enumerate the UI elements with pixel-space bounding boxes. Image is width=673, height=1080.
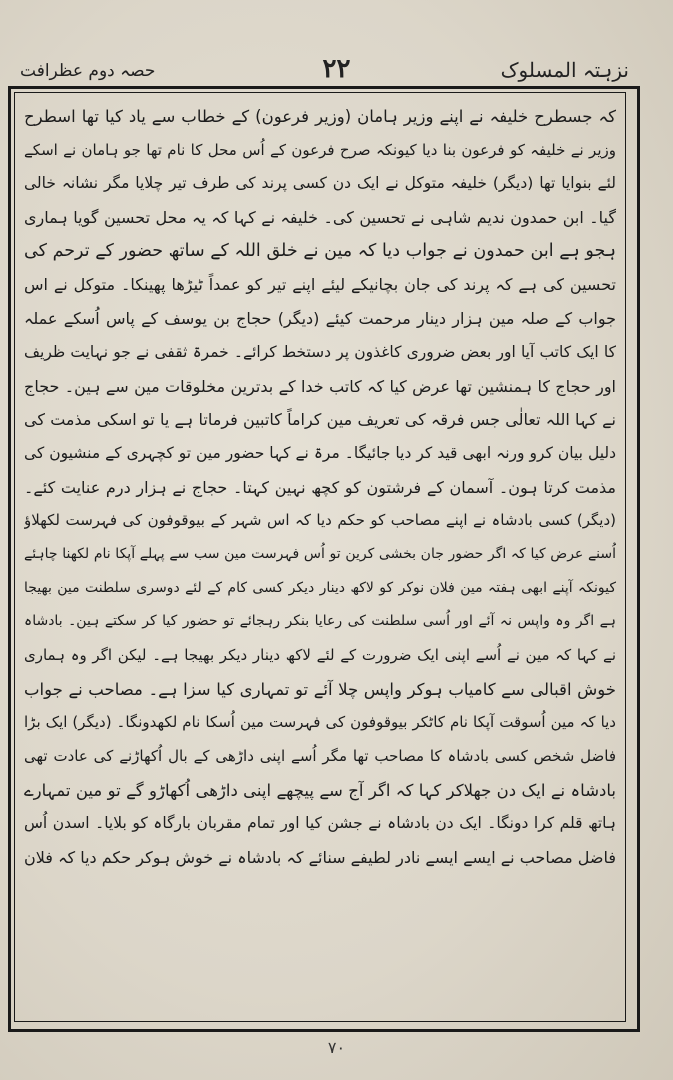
text-line: لئے بنوایا تھا (دیگر) خلیفہ متوکل نے ایک دن کسی پرند کی طرف تیر چلایا مگر نشانہ خالی — [24, 174, 616, 193]
text-line: بادشاہ نے ایک دن جھلاکر کہا کہ اگر آج سے پیچھے اپنی داڑھی اُکھاڑو گے تو مین تمہارے — [24, 780, 616, 800]
text-line: جواب کے صلہ مین ہزار دینار مرحمت کیئے (دیگر) حجاج بن یوسف کے پاس اُسکے عملہ — [24, 309, 616, 329]
text-line: مذمت کرتا ہون۔ آسمان کے فرشتون کو کچھ نہین کہتا۔ حجاج نے ہزار درم عنایت کئے۔ — [24, 477, 616, 497]
text-line: اُسنے عرض کیا کہ اگر حضور جان بخشی کرین تو اُس فہرست مین سب سے پہلے آپکا نام لکھنا چاہئے — [24, 545, 616, 562]
text-line: (دیگر) کسی بادشاہ نے اپنے مصاحب کو حکم دیا کہ اس شہر کے بیوقوفون کی فہرست لکھلاؤ — [24, 511, 616, 530]
page-footer — [0, 1038, 673, 1057]
body-text — [24, 100, 616, 1012]
text-line: نے کہا کہ مین نے اُسے اپنی ایک ضرورت کے لئے لاکھ دینار دیکر بھیجا ہے۔ لیکن اگر وہ ہماری — [24, 646, 616, 664]
text-line: کہ جسطرح خلیفہ نے اپنے وزیر ہامان (وزیر فرعون) کے خطاب سے یاد کیا تھا اسطرح — [24, 107, 616, 126]
text-line: نے کہا اللہ تعالٰی جس فرقہ کی تعریف مین کراماً کاتبین فرماتا ہے یا تو اسکی مذمت کی — [24, 410, 616, 430]
page-number: ۲۲ — [322, 54, 351, 84]
text-line: فاضل شخص کسی بادشاہ کا مصاحب تھا مگر اُسے اپنی داڑھی کے بال اُکھاڑنے کی عادت تھی — [24, 747, 616, 766]
text-line: دیا کہ مین اُسوقت آپکا نام کاٹکر بیوقوفون کی فہرست مین اُسکا نام لکھدونگا۔ (دیگر) ایک بڑا — [24, 713, 616, 732]
text-line: کیونکہ آپنے ابھی ہفتہ مین فلان نوکر کو لاکھ دینار دیکر کسی کام کے لئے دوسری سلطنت مین بھیجا — [24, 579, 616, 596]
page-header — [14, 54, 659, 88]
text-line: دلیل بیان کرو ورنہ ابھی قید کر دیا جائیگا۔ مرۃ نے کہا حضور مین تو کچہری کے منشیون کی — [24, 443, 616, 462]
text-line: فاضل مصاحب نے ایسے ایسے نادر لطیفے سنائے کہ بادشاہ نے خوش ہوکر حکم دیا کہ فلان — [24, 848, 616, 868]
text-line: گیا۔ ابن حمدون ندیم شاہی نے تحسین کی۔ خلیفہ نے کہا کہ یہ محل تحسین گویا ہماری — [24, 208, 616, 228]
text-line: ہے اگر وہ واپس نہ آئے اور اُسی سلطنت کی رعایا بنکر رہجائے تو حضور کیا کر سکتے ہین۔ بادشاہ — [24, 613, 616, 630]
text-line: ہجو ہے ابن حمدون نے جواب دیا کہ مین نے خلق اللہ کے ساتھ حضور کے ترحم کی — [24, 240, 616, 261]
text-line: ہاتھ قلم کرا دونگا۔ ایک دن بادشاہ نے جشن کیا اور تمام مقربان بارگاہ کو بلایا۔ اسدن اُس — [24, 814, 616, 833]
book-title: نزہتہ المسلوک — [500, 58, 629, 82]
text-line: تحسین کی ہے کہ پرند کی جان بچانیکے لیئے اپنے تیر کو عمداً ٹیڑھا پھینکا۔ متوکل نے اس — [24, 275, 616, 295]
text-line: وزیر نے خلیفہ کو فرعون بنا دیا کیونکہ صرح فرعون کے اُس محل کا نام تھا جو ہامان نے اسکے — [24, 140, 616, 159]
signature-mark: ۷۰ — [327, 1038, 346, 1057]
text-line: خوش اقبالی سے کامیاب ہوکر واپس چلا آئے تو تمہاری کیا سزا ہے۔ مصاحب نے جواب — [24, 679, 616, 699]
section-title: حصہ دوم عظرافت — [20, 61, 156, 81]
text-line: کا ایک کاتب آیا اور بعض ضروری کاغذون پر دستخط کرائے۔ خمرۃ ثقفی نے جو نہایت ظریف — [24, 342, 616, 361]
text-line: اور حجاج کا ہمنشین تھا عرض کیا کہ کاتب خدا کے بدترین مخلوقات مین سے ہین۔ حجاج — [24, 376, 616, 396]
